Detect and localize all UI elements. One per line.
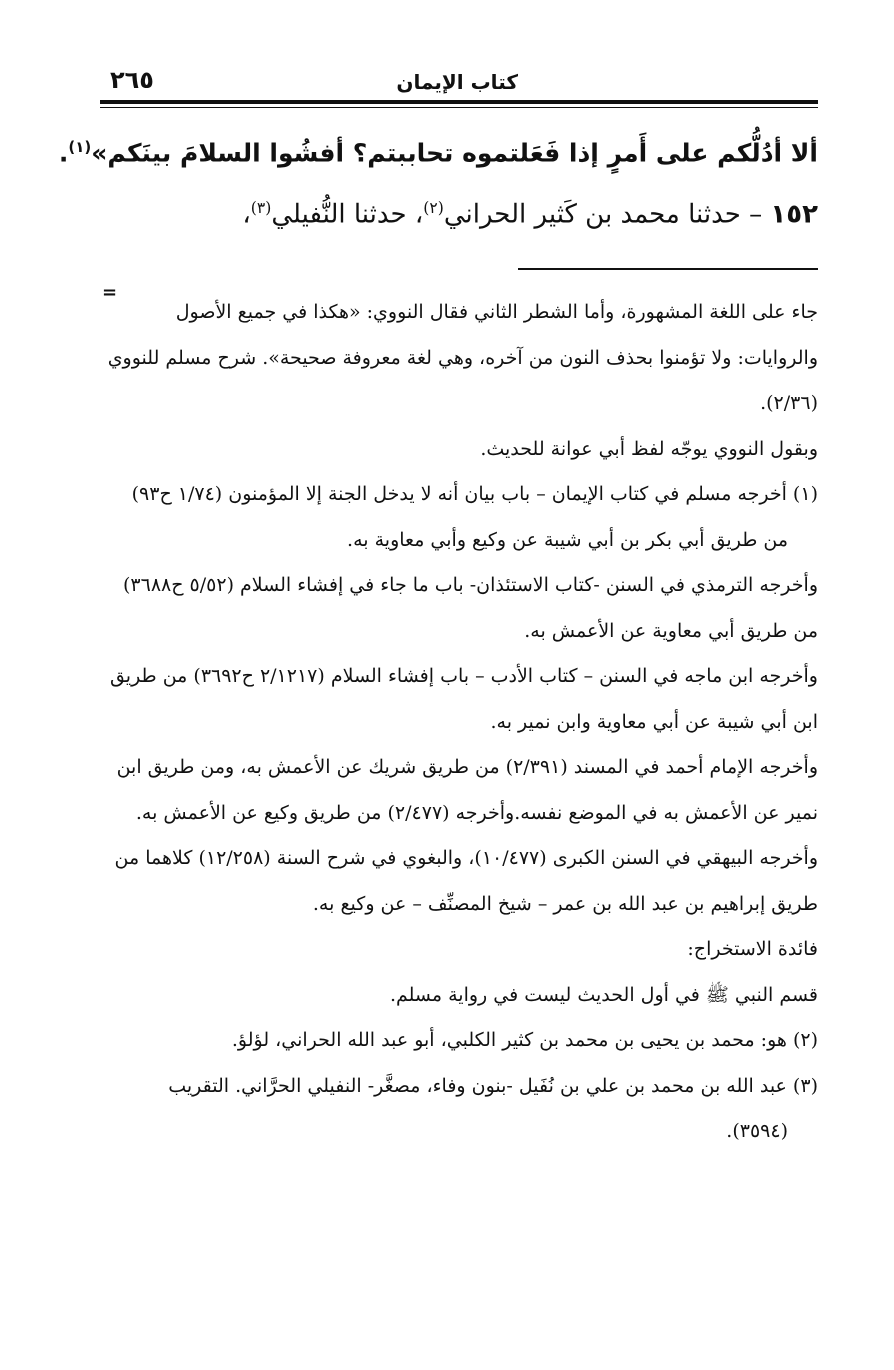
isnad-line [100, 178, 818, 245]
page-number: ٢٦٥ [110, 66, 154, 94]
continuation-mark: = [102, 282, 118, 303]
footnote-paragraph: وبقول النووي يوجّه لفظ أبي عوانة للحديث. [480, 437, 818, 460]
footnote-paragraph: وأخرجه ابن ماجه في السنن – كتاب الأدب – باب إفشاء السلام (٢/١٢١٧ ح٣٦٩٢) من طريق ابن أبي شيبة عن أبي معاوية وابن نمير به. [109, 665, 818, 733]
footnote-paragraph: وأخرجه الإمام أحمد في المسند (٢/٣٩١) من طريق شريك عن الأعمش به، ومن طريق ابن نمير عن الأعمش به في الموضع نفسه.وأخرجه (٢/٤٧٧) من طريق وكيع عن الأعمش به. [116, 756, 818, 824]
footnote-1: (١) أخرجه مسلم في كتاب الإيمان – باب بيان أنه لا يدخل الجنة إلا المؤمنون (١/٧٤ ح٩٣) من طريق أبي بكر بن أبي شيبة عن وكيع وأبي معاوية به. [131, 483, 818, 551]
header-rule-thin [100, 107, 818, 108]
footnote-heading: فائدة الاستخراج: [687, 938, 818, 960]
hadith-text-line [58, 122, 818, 178]
footnote-continued: جاء على اللغة المشهورة، وأما الشطر الثاني فقال النووي: «هكذا في جميع الأصول والروايات: ولا تؤمنوا بحذف النون من آخره، وهي لغة معروفة صحيحة». شرح مسلم للنووي (٢/٣٦). [107, 301, 818, 414]
main-text [58, 122, 818, 245]
footnote-ref-2: (٢) [423, 199, 444, 218]
isnad-text-b: ، حدثنا النُّفيلي [271, 199, 424, 230]
footnote-3: (٣) عبد الله بن محمد بن علي بن نُفَيل -بنون وفاء، مصغَّر- النفيلي الحرَّاني. التقريب (٣٥٩٤). [168, 1074, 818, 1142]
footnote-ref-1: (١) [68, 138, 92, 156]
chapter-title: كتاب الإيمان [396, 70, 518, 94]
isnad-text-a: – حدثنا محمد بن كَثير الحراني [443, 199, 771, 230]
footnotes [104, 290, 818, 1155]
hadith-number: ١٥٢ [770, 199, 818, 230]
footnote-paragraph: وأخرجه البيهقي في السنن الكبرى (١٠/٤٧٧)، والبغوي في شرح السنة (١٢/٢٥٨) كلاهما من طريق إبراهيم بن عبد الله بن عمر – شيخ المصنِّف – عن وكيع به. [114, 847, 818, 915]
running-header [100, 62, 818, 98]
isnad-text-c: ، [242, 199, 251, 230]
footnote-paragraph: قسم النبي ﷺ في أول الحديث ليست في رواية مسلم. [389, 983, 818, 1006]
footnote-paragraph: وأخرجه الترمذي في السنن -كتاب الاستئذان- باب ما جاء في إفشاء السلام (٥/٥٢ ح٣٦٨٨) من طريق أبي معاوية عن الأعمش به. [122, 574, 818, 642]
header-rule-thick [100, 100, 818, 104]
footnote-2: (٢) هو: محمد بن يحيى بن محمد بن كثير الكلبي، أبو عبد الله الحراني، لؤلؤ. [231, 1029, 818, 1051]
hadith-text: ألا أدُلُّكم على أَمرٍ إذا فَعَلتموه تحاببتم؟ أفشُوا السلامَ بينَكم» [91, 138, 818, 168]
footnote-ref-3: (٣) [250, 199, 272, 218]
footnote-separator [518, 268, 818, 270]
hadith-text-end: . [58, 138, 69, 168]
